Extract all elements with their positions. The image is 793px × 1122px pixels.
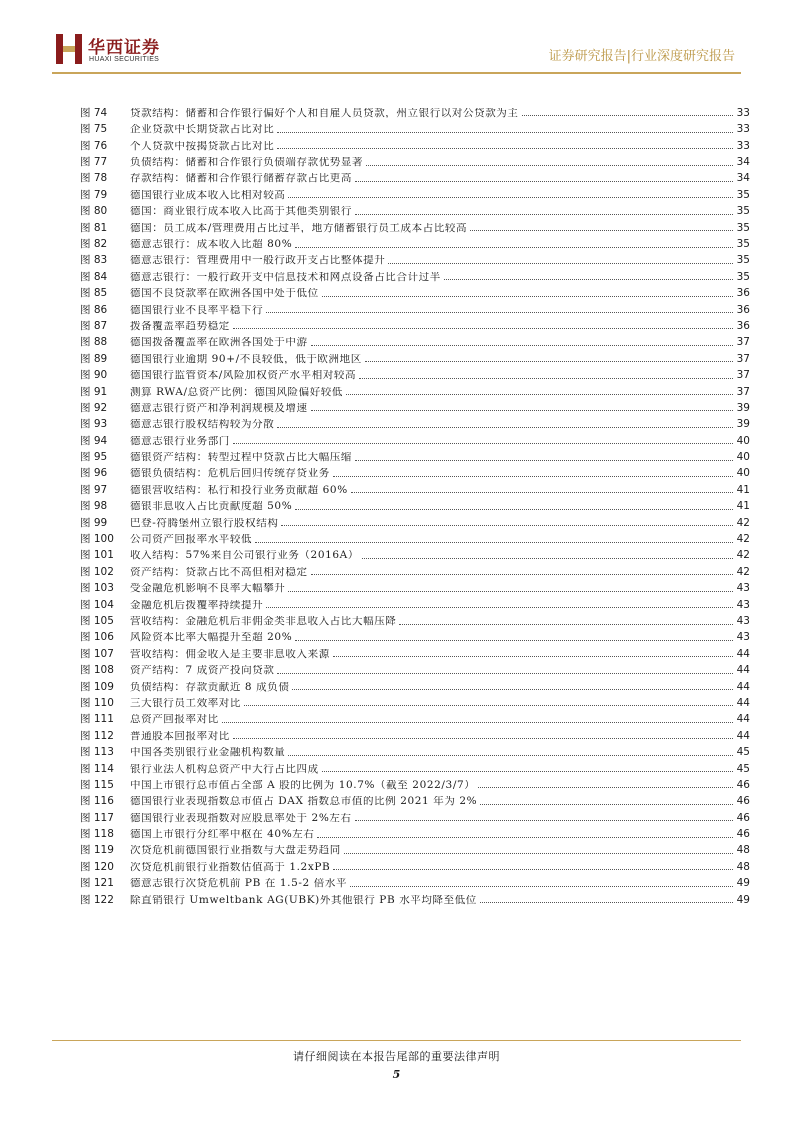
figure-number: 图 93: [80, 418, 108, 431]
brand-name-cn: 华西证券: [88, 38, 160, 58]
figure-title: 中国上市银行总市值占全部 A 股的比例为 10.7%（截至 2022/3/7）: [130, 779, 476, 791]
toc-entry[interactable]: [80, 676, 750, 692]
figure-number: 图 121: [80, 877, 114, 890]
figure-title: 资产结构：7 成资产投向贷款: [130, 665, 275, 676]
toc-entry[interactable]: [80, 774, 750, 790]
dot-leader: [359, 378, 733, 379]
figure-page-number: 44: [736, 647, 750, 660]
figure-number: 图 102: [80, 565, 114, 578]
figure-title: 金融危机后拨覆率持续提升: [130, 599, 264, 611]
dot-leader: [355, 214, 733, 215]
dot-leader: [222, 722, 733, 723]
figure-page-number: 37: [736, 369, 750, 382]
dot-leader: [355, 460, 733, 461]
toc-entry[interactable]: [80, 823, 750, 839]
figure-page-number: 33: [736, 139, 750, 152]
toc-entry[interactable]: [80, 512, 750, 528]
figure-title: 德意志银行业务部门: [130, 435, 230, 447]
dot-leader: [317, 837, 733, 838]
dot-leader: [288, 755, 733, 756]
figure-number: 图 108: [80, 664, 114, 677]
figure-number: 图 109: [80, 680, 114, 693]
figure-number: 图 90: [80, 369, 108, 382]
figure-title: 德国拨备覆盖率在欧洲各国处于中游: [130, 337, 308, 348]
figure-title: 次贷危机前银行业指数估值高于 1.2xPB: [130, 861, 331, 873]
figure-title: 风险资本比率大幅提升至超 20%: [130, 632, 293, 643]
figure-title: 负债结构：储蓄和合作银行负债端存款优势显著: [130, 157, 364, 168]
figure-page-number: 36: [736, 287, 750, 300]
dot-leader: [311, 574, 733, 575]
figure-title: 测算 RWA/总资产比例：德国风险偏好较低: [130, 386, 344, 398]
figure-page-number: 46: [736, 778, 750, 791]
figure-title: 德国：员工成本/管理费用占比过半，地方储蓄银行员工成本占比较高: [130, 222, 468, 234]
figure-page-number: 44: [736, 696, 750, 709]
dot-leader: [322, 771, 733, 772]
figure-title: 拨备覆盖率趋势稳定: [130, 320, 230, 332]
toc-entry[interactable]: [80, 135, 750, 151]
figure-page-number: 42: [736, 549, 750, 562]
figure-page-number: 43: [736, 582, 750, 595]
toc-entry[interactable]: [80, 168, 750, 184]
figure-page-number: 46: [736, 795, 750, 808]
figure-page-number: 43: [736, 615, 750, 627]
dot-leader: [277, 148, 733, 149]
dot-leader: [399, 624, 733, 625]
figure-page-number: 33: [736, 123, 750, 136]
figure-page-number: 43: [736, 598, 750, 611]
figure-page-number: 41: [736, 483, 750, 496]
figure-number: 图 118: [80, 828, 114, 841]
figure-title: 德意志银行：成本收入比超 80%: [130, 239, 293, 250]
figure-number: 图 100: [80, 533, 114, 546]
toc-entry[interactable]: [80, 233, 750, 249]
figure-title: 收入结构：57%来自公司银行业务（2016A）: [130, 550, 359, 561]
figure-title: 德国银行业表现指数总市值占 DAX 指数总市值的比例 2021 年为 2%: [130, 796, 478, 807]
figure-page-number: 44: [736, 713, 750, 726]
huaxi-logo-icon: [56, 34, 82, 64]
dot-leader: [277, 673, 733, 674]
figure-page-number: 35: [736, 188, 750, 201]
figure-title: 德意志银行：管理费用中一般行政开支占比整体提升: [130, 255, 386, 266]
figure-title: 德国：商业银行成本收入比高于其他类别银行: [130, 206, 352, 217]
figure-title: 资产结构：贷款占比不高但相对稳定: [130, 566, 308, 578]
figure-title: 三大银行员工效率对比: [130, 697, 241, 709]
toc-entry[interactable]: [80, 118, 750, 134]
dot-leader: [346, 394, 733, 395]
figure-title: 中国各类别银行业金融机构数量: [130, 747, 286, 758]
figure-title: 营收结构：佣金收入是主要非息收入来源: [130, 648, 330, 660]
figure-title: 德银资产结构：转型过程中贷款占比大幅压缩: [130, 452, 352, 463]
figure-page-number: 42: [736, 533, 750, 546]
figure-number: 图 84: [80, 270, 108, 283]
figure-page-number: 40: [736, 467, 750, 480]
figure-number: 图 81: [80, 221, 108, 234]
figure-number: 图 89: [80, 352, 108, 365]
toc-entry[interactable]: [80, 790, 750, 806]
dot-leader: [295, 640, 733, 641]
figure-number: 图 104: [80, 598, 114, 611]
figure-number: 图 95: [80, 451, 108, 464]
dot-leader: [233, 443, 733, 444]
figure-title: 受金融危机影响不良率大幅攀升: [130, 583, 286, 594]
toc-entry[interactable]: [80, 348, 750, 364]
toc-entry[interactable]: [80, 282, 750, 298]
figure-number: 图 98: [80, 500, 108, 513]
figure-number: 图 91: [80, 385, 108, 398]
figure-title: 德意志银行资产和净利润规模及增速: [130, 402, 308, 414]
toc-entry[interactable]: [80, 495, 750, 511]
figure-page-number: 48: [736, 844, 750, 857]
figure-title: 德意志银行次贷危机前 PB 在 1.5-2 倍水平: [130, 878, 348, 889]
figure-page-number: 48: [736, 860, 750, 873]
figure-number: 图 86: [80, 303, 108, 316]
figure-page-number: 35: [736, 270, 750, 283]
figure-number: 图 82: [80, 238, 108, 251]
figure-page-number: 35: [736, 221, 750, 234]
figure-page-number: 44: [736, 664, 750, 677]
figure-title: 德国银行监管资本/风险加权资产水平相对较高: [130, 370, 357, 381]
toc-entry[interactable]: [80, 463, 750, 479]
dot-leader: [344, 853, 733, 854]
toc-entry[interactable]: [80, 315, 750, 331]
dot-leader: [277, 427, 733, 428]
dot-leader: [333, 476, 733, 477]
figure-title: 德意志银行：一般行政开支中信息技术和网点设备占比合计过半: [130, 271, 441, 283]
brand-name-en: HUAXI SECURITIES: [89, 56, 160, 63]
dot-leader: [311, 345, 733, 346]
figure-page-number: 44: [736, 729, 750, 742]
figure-number: 图 77: [80, 156, 108, 169]
page-number: 5: [392, 1068, 401, 1081]
figure-title: 企业贷款中长期贷款占比对比: [130, 124, 275, 135]
figure-number: 图 99: [80, 516, 108, 529]
footer-divider: [52, 1040, 741, 1041]
report-type: 证券研究报告|行业深度研究报告: [548, 49, 735, 64]
figure-page-number: 43: [736, 631, 750, 644]
dot-leader: [233, 738, 733, 739]
figure-number: 图 74: [80, 106, 108, 119]
toc-entry[interactable]: [80, 889, 750, 905]
dot-leader: [365, 361, 733, 362]
toc-entry[interactable]: [80, 577, 750, 593]
figure-page-number: 36: [736, 303, 750, 316]
figure-number: 图 80: [80, 205, 108, 218]
figure-page-number: 46: [736, 828, 750, 841]
toc-entry[interactable]: [80, 610, 750, 626]
figure-number: 图 105: [80, 615, 114, 627]
figure-title: 个人贷款中按揭贷款占比对比: [130, 140, 275, 152]
dot-leader: [266, 607, 733, 608]
figure-table-of-contents: [80, 102, 750, 905]
figure-number: 图 106: [80, 631, 114, 644]
header-divider: [52, 72, 741, 74]
toc-entry[interactable]: [80, 151, 750, 167]
figure-title: 公司资产回报率水平较低: [130, 534, 253, 545]
dot-leader: [295, 509, 733, 510]
figure-page-number: 40: [736, 434, 750, 447]
dot-leader: [233, 328, 733, 329]
figure-page-number: 37: [736, 385, 750, 398]
figure-number: 图 115: [80, 778, 114, 791]
figure-number: 图 113: [80, 746, 114, 759]
figure-page-number: 33: [736, 106, 750, 119]
figure-number: 图 112: [80, 729, 114, 742]
figure-title: 德国上市银行分红率中枢在 40%左右: [130, 829, 315, 840]
figure-title: 德国银行业成本收入比相对较高: [130, 189, 286, 201]
toc-entry[interactable]: [80, 102, 750, 118]
toc-entry[interactable]: [80, 528, 750, 544]
dot-leader: [362, 558, 733, 559]
page-header: [0, 0, 793, 80]
figure-title: 德银非息收入占比贡献度超 50%: [130, 501, 293, 512]
figure-title: 总资产回报率对比: [130, 714, 219, 725]
dot-leader: [480, 902, 733, 903]
dot-leader: [355, 181, 733, 182]
figure-page-number: 35: [736, 238, 750, 251]
dot-leader: [366, 165, 733, 166]
figure-page-number: 49: [736, 893, 750, 906]
toc-entry[interactable]: [80, 856, 750, 872]
toc-entry[interactable]: [80, 364, 750, 380]
figure-number: 图 97: [80, 483, 108, 496]
toc-entry[interactable]: [80, 725, 750, 741]
figure-title: 德银营收结构：私行和投行业务贡献超 60%: [130, 484, 348, 496]
figure-page-number: 34: [736, 156, 750, 169]
figure-number: 图 76: [80, 139, 108, 152]
dot-leader: [255, 542, 733, 543]
figure-number: 图 85: [80, 287, 108, 300]
dot-leader: [480, 804, 733, 805]
figure-page-number: 45: [736, 746, 750, 759]
figure-number: 图 110: [80, 696, 114, 709]
dot-leader: [244, 705, 733, 706]
dot-leader: [322, 296, 733, 297]
dot-leader: [288, 197, 733, 198]
dot-leader: [277, 132, 733, 133]
figure-number: 图 78: [80, 172, 108, 185]
dot-leader: [388, 263, 733, 264]
figure-title: 德国银行业不良率平稳下行: [130, 304, 264, 316]
figure-page-number: 39: [736, 418, 750, 431]
dot-leader: [522, 115, 734, 116]
toc-entry[interactable]: [80, 561, 750, 577]
dot-leader: [333, 656, 733, 657]
figure-page-number: 40: [736, 451, 750, 464]
toc-entry[interactable]: [80, 184, 750, 200]
figure-number: 图 103: [80, 582, 114, 595]
toc-entry[interactable]: [80, 479, 750, 495]
legal-disclaimer: 请仔细阅读在本报告尾部的重要法律声明: [293, 1050, 500, 1063]
figure-page-number: 49: [736, 877, 750, 890]
dot-leader: [288, 591, 733, 592]
toc-entry[interactable]: [80, 659, 750, 675]
toc-entry[interactable]: [80, 627, 750, 643]
toc-entry[interactable]: [80, 446, 750, 462]
figure-number: 图 83: [80, 254, 108, 267]
dot-leader: [478, 787, 733, 788]
figure-page-number: 35: [736, 254, 750, 267]
figure-page-number: 34: [736, 172, 750, 185]
toc-entry[interactable]: [80, 708, 750, 724]
dot-leader: [351, 492, 733, 493]
toc-entry[interactable]: [80, 692, 750, 708]
figure-title: 存款结构：储蓄和合作银行储蓄存款占比更高: [130, 173, 352, 184]
figure-title: 银行业法人机构总资产中大行占比四成: [130, 763, 319, 775]
toc-entry[interactable]: [80, 397, 750, 413]
dot-leader: [333, 869, 733, 870]
dot-leader: [266, 312, 733, 313]
toc-entry[interactable]: [80, 217, 750, 233]
toc-entry[interactable]: [80, 807, 750, 823]
figure-title: 负债结构：存款贡献近 8 成负债: [130, 681, 290, 693]
figure-title: 德国银行业逾期 90+/不良较低，低于欧洲地区: [130, 353, 362, 365]
figure-number: 图 96: [80, 467, 108, 480]
figure-page-number: 42: [736, 516, 750, 529]
figure-title: 德国不良贷款率在欧洲各国中处于低位: [130, 288, 319, 299]
dot-leader: [311, 410, 733, 411]
toc-entry[interactable]: [80, 741, 750, 757]
figure-page-number: 35: [736, 205, 750, 218]
dot-leader: [281, 525, 733, 526]
toc-entry[interactable]: [80, 545, 750, 561]
dot-leader: [470, 230, 733, 231]
figure-number: 图 92: [80, 401, 108, 414]
toc-entry[interactable]: [80, 266, 750, 282]
figure-title: 次贷危机前德国银行业指数与大盘走势趋同: [130, 845, 341, 856]
figure-title: 德意志银行股权结构较为分散: [130, 419, 275, 430]
toc-entry[interactable]: [80, 872, 750, 888]
toc-entry[interactable]: [80, 413, 750, 429]
toc-entry[interactable]: [80, 200, 750, 216]
toc-entry[interactable]: [80, 430, 750, 446]
figure-number: 图 75: [80, 123, 108, 136]
figure-number: 图 111: [80, 713, 114, 726]
figure-title: 除直销银行 Umweltbank AG(UBK)外其他银行 PB 水平均降至低位: [130, 894, 477, 906]
figure-page-number: 37: [736, 336, 750, 349]
figure-page-number: 46: [736, 811, 750, 824]
figure-page-number: 44: [736, 680, 750, 693]
toc-entry[interactable]: [80, 299, 750, 315]
figure-title: 德国银行业表现指数对应股息率处于 2%左右: [130, 812, 352, 824]
toc-entry[interactable]: [80, 594, 750, 610]
figure-title: 普通股本回报率对比: [130, 730, 230, 742]
figure-number: 图 122: [80, 893, 114, 906]
dot-leader: [444, 279, 733, 280]
figure-number: 图 114: [80, 762, 114, 775]
toc-entry[interactable]: [80, 643, 750, 659]
figure-title: 贷款结构：储蓄和合作银行偏好个人和自雇人员贷款，州立银行以对公贷款为主: [130, 107, 519, 119]
figure-number: 图 119: [80, 844, 114, 857]
figure-title: 德银负债结构：危机后回归传统存贷业务: [130, 468, 330, 479]
figure-page-number: 45: [736, 762, 750, 775]
figure-number: 图 101: [80, 549, 114, 562]
dot-leader: [292, 689, 733, 690]
dot-leader: [355, 820, 733, 821]
figure-page-number: 41: [736, 500, 750, 513]
figure-title: 营收结构：金融危机后非佣金类非息收入占比大幅压降: [130, 616, 397, 627]
figure-number: 图 94: [80, 434, 108, 447]
figure-page-number: 42: [736, 565, 750, 578]
toc-entry[interactable]: [80, 758, 750, 774]
toc-entry[interactable]: [80, 331, 750, 347]
figure-number: 图 87: [80, 319, 108, 332]
figure-number: 图 107: [80, 647, 114, 660]
toc-entry[interactable]: [80, 250, 750, 266]
figure-number: 图 116: [80, 795, 114, 808]
toc-entry[interactable]: [80, 840, 750, 856]
figure-number: 图 120: [80, 860, 114, 873]
figure-page-number: 39: [736, 401, 750, 414]
dot-leader: [350, 886, 733, 887]
figure-page-number: 36: [736, 319, 750, 332]
toc-entry[interactable]: [80, 381, 750, 397]
figure-page-number: 37: [736, 352, 750, 365]
figure-number: 图 79: [80, 188, 108, 201]
figure-number: 图 117: [80, 811, 114, 824]
figure-number: 图 88: [80, 336, 108, 349]
figure-title: 巴登-符腾堡州立银行股权结构: [130, 517, 279, 529]
dot-leader: [295, 247, 733, 248]
